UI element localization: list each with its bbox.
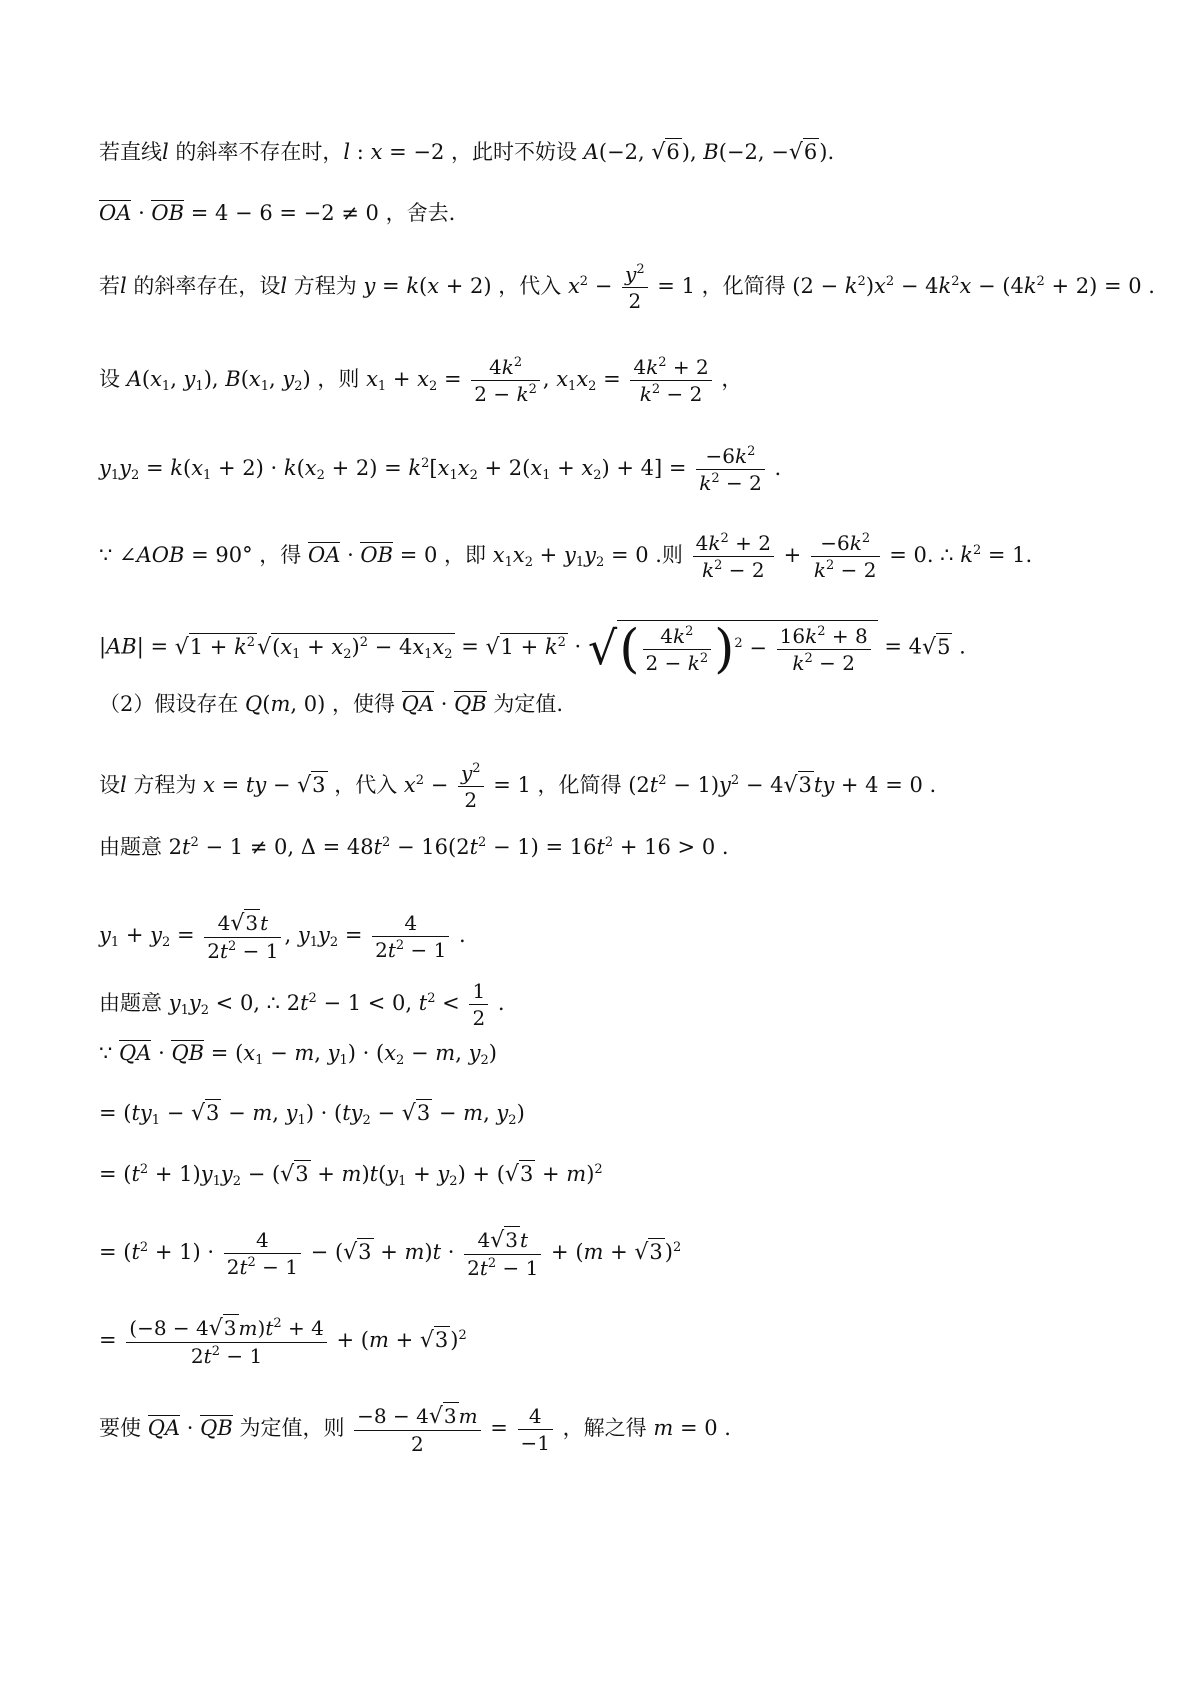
line-8: （2）假设存在 Q(m, 0) ，使得 QA · QB 为定值. [99, 692, 564, 716]
line-12: 由题意 $y_1y_2 < 0$, ∴ $2t^2 - 1 < 0$, $t^2$ < $\frac{1}{2}$ . [99, 979, 505, 1030]
line-11: $y_1 + y_2$ = $\frac{4√3 t}{2t^2 - 1}$ , $y_1y_2$ = $\frac{4}{2t^2 - 1}$ . [99, 911, 466, 963]
line-1: 若直线l 的斜率不存在时，l : x = −2 ，此时不妨设 A(−2, √6), B(−2, −√6). [99, 140, 835, 165]
line-4: 设 $A(x_1$, $y_1$), $B(x_1$, $y_2$) ，则 $x_1 + x_2$ = $\frac{4k^2}{2 - k^2}$ , $x_1x_2$ = $\frac{4k^2 + 2}{k^2 - 2}$ ， [99, 355, 743, 406]
line-9: 设l 方程为 x = ty − √3 ，代入 $x^2$ − $\frac{y^2}{2}$ = 1 ，化简得 $(2t^2 - 1)y^2 - 4√3ty + 4 = 0$ . [99, 761, 937, 812]
line-14: = ($ty_1 - √3 - m$, $y_1) \cdot (ty_2 - √3 - m$, $y_2$) [99, 1101, 525, 1128]
line-7: $|AB| = √1 + k^2√(x_1 + x_2)^2 - 4x_1x_2 = √1 + k^2$ · √( $\frac{4k^2}{2 - k^2}$ )$^2$ − $\frac{16k^2 + 8}{k^2 - 2}$ = 4√5 . [99, 619, 966, 680]
line-15: = $(t^2 + 1)y_1y_2 - (√3 + m)t(y_1 + y_2) + (√3 + m)^2$ [99, 1162, 603, 1189]
line-18: 要使 QA · QB 为定值，则 $\frac{-8 - 4√3 m}{2}$ = $\frac{4}{-1}$ ，解之得 m = 0 . [99, 1404, 731, 1456]
line-13: ∵ QA · QB = ($x_1 - m$, $y_1) \cdot (x_2 - m$, $y_2$) [99, 1041, 497, 1068]
line-6: ∵ ∠AOB = 90° ，得 OA · OB = 0 ，即 $x_1x_2 + y_1y_2 = 0$ .则 $\frac{4k^2 + 2}{k^2 - 2}$ + $\frac{-6k^2}{k^2 - 2}$ = 0. ∴ $k^2 = 1$. [99, 531, 1033, 582]
line-16: = $(t^2 + 1)$ · $\frac{4}{2t^2 - 1}$ − (√3 + m)t · $\frac{4√3 t}{2t^2 - 1}$ + $(m + √3)^2$ [99, 1228, 682, 1280]
line-3: 若l 的斜率存在，设l 方程为 y = k(x + 2) ，代入 $x^2$ − $\frac{y^2}{2}$ = 1 ，化简得 $(2 - k^2)x^2 - 4k^2x - (4k^2 + 2) = 0$ . [99, 262, 1155, 313]
line-17: = $\frac{(-8 - 4√3 m)t^2 + 4}{2t^2 - 1}$ + $(m + √3)^2$ [99, 1316, 467, 1368]
line-2: OA · OB = 4 − 6 = −2 ≠ 0 ，舍去. [99, 201, 456, 225]
line-10: 由题意 $2t^2 - 1 \ne 0$, $\Delta = 48t^2 - 16(2t^2 - 1) = 16t^2 + 16 > 0$ . [99, 835, 729, 859]
line-5: $y_1y_2 = k(x_1 + 2) \cdot k(x_2 + 2) = k^2[x_1x_2 + 2(x_1 + x_2) + 4]$ = $\frac{-6k^2}{k^2 - 2}$ . [99, 444, 782, 495]
